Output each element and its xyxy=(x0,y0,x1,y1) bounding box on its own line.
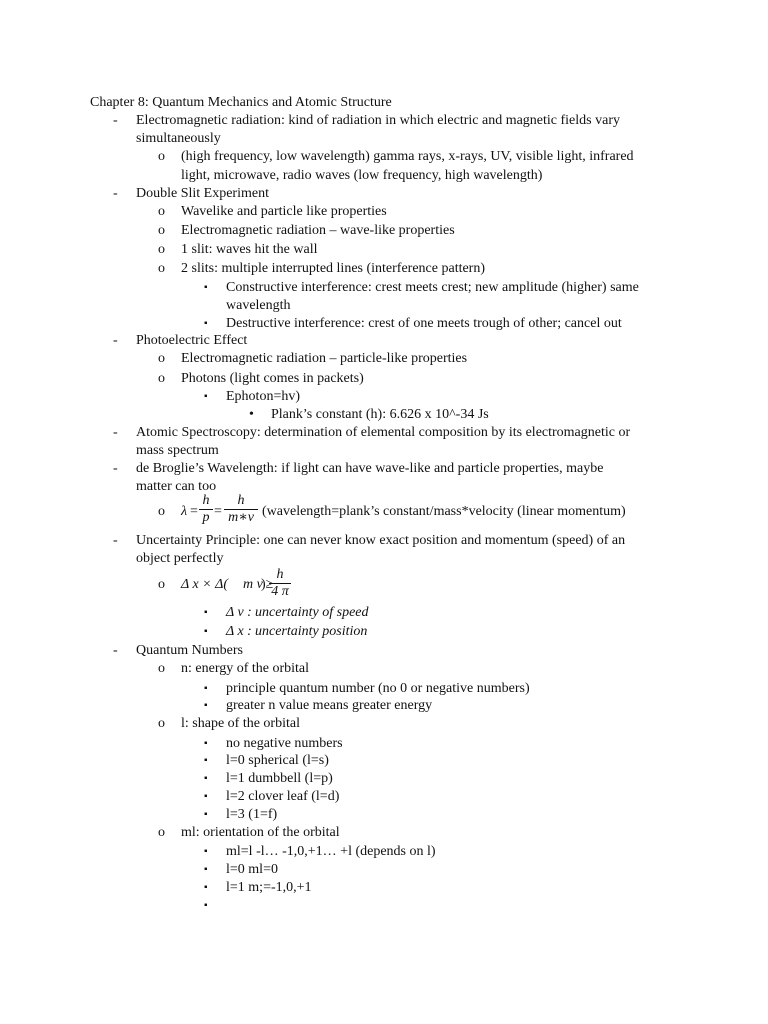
square-marker: ▪ xyxy=(204,791,208,802)
list-item-qn-ml3: l=1 m;=-1,0,+1 xyxy=(226,880,312,895)
list-item-uncertainty-line1: Uncertainty Principle: one can never know exact position and momentum (speed) of an xyxy=(136,533,626,548)
lambda-symbol: λ xyxy=(181,504,188,519)
chapter-title: Chapter 8: Quantum Mechanics and Atomic Structure xyxy=(90,95,392,110)
list-item-double-slit: Double Slit Experiment xyxy=(136,186,269,201)
circle-marker: o xyxy=(158,661,165,676)
list-item-em-sub-line1: (high frequency, low wavelength) gamma rays, x-rays, UV, visible light, infrared xyxy=(181,149,634,164)
numerator-h: h xyxy=(202,493,210,508)
list-item-qn-l: l: shape of the orbital xyxy=(181,716,300,731)
square-marker: ▪ xyxy=(204,809,208,820)
square-marker: ▪ xyxy=(204,626,208,637)
circle-marker: o xyxy=(158,149,165,164)
circle-marker: o xyxy=(158,223,165,238)
list-item-ds-d1-line1: Constructive interference: crest meets crest; new amplitude (higher) same xyxy=(226,280,639,295)
de-broglie-explanation: (wavelength=plank’s constant/mass*velocity (linear momentum) xyxy=(262,504,626,519)
square-marker: ▪ xyxy=(204,683,208,694)
denominator-mv: m∗v xyxy=(228,510,254,525)
list-item-pe-a: Electromagnetic radiation – particle-like properties xyxy=(181,351,468,366)
square-marker: ▪ xyxy=(204,738,208,749)
numerator-h: h xyxy=(237,493,245,508)
list-item-ds-b: Electromagnetic radiation – wave-like properties xyxy=(181,223,455,238)
list-item-ds-a: Wavelike and particle like properties xyxy=(181,204,387,219)
circle-marker: o xyxy=(158,261,165,276)
list-item-ds-d1-line2: wavelength xyxy=(226,298,291,313)
delta-x-times-delta: Δ x × Δ( xyxy=(181,577,229,592)
fraction-h-over-mv xyxy=(224,493,258,526)
delta-v-symbol: Δ v : xyxy=(226,605,252,620)
square-marker: ▪ xyxy=(204,846,208,857)
denominator-4pi: 4 π xyxy=(271,584,289,599)
circle-marker: o xyxy=(158,371,165,386)
list-item-de-broglie-line1: de Broglie’s Wavelength: if light can have wave-like and particle properties, maybe xyxy=(136,461,604,476)
list-item-qn-l4: l=2 clover leaf (l=d) xyxy=(226,789,340,804)
square-marker: ▪ xyxy=(204,607,208,618)
circle-marker: o xyxy=(158,242,165,257)
square-marker: ▪ xyxy=(204,282,208,293)
fraction-h-over-p xyxy=(199,493,213,526)
denominator-p: p xyxy=(202,510,210,525)
list-item-spectroscopy-line2: mass spectrum xyxy=(136,443,219,458)
dash-marker: - xyxy=(113,425,118,440)
delta-x-symbol: Δ x : xyxy=(226,624,252,639)
fraction-h-over-4pi xyxy=(269,567,291,600)
list-item-ds-d: 2 slits: multiple interrupted lines (interference pattern) xyxy=(181,261,486,276)
square-marker: ▪ xyxy=(204,318,208,329)
dash-marker: - xyxy=(113,186,118,201)
list-item-pe-b1: Ephoton=hv) xyxy=(226,389,300,404)
bullet-marker: • xyxy=(249,407,254,422)
circle-marker: o xyxy=(158,504,165,519)
list-item-qn-n: n: energy of the orbital xyxy=(181,661,310,676)
list-item-photoelectric: Photoelectric Effect xyxy=(136,333,248,348)
list-item-qn-n1: principle quantum number (no 0 or negative numbers) xyxy=(226,681,530,696)
list-item-ds-c: 1 slit: waves hit the wall xyxy=(181,242,318,257)
circle-marker: o xyxy=(158,825,165,840)
circle-marker: o xyxy=(158,577,165,592)
square-marker: ▪ xyxy=(204,882,208,893)
list-item-qn-l3: l=1 dumbbell (l=p) xyxy=(226,771,333,786)
list-item-em-sub-line2: light, microwave, radio waves (low frequency, high wavelength) xyxy=(181,168,543,183)
square-marker: ▪ xyxy=(204,900,208,911)
list-item-spectroscopy-line1: Atomic Spectroscopy: determination of elemental composition by its electromagnetic or xyxy=(136,425,631,440)
dash-marker: - xyxy=(113,333,118,348)
square-marker: ▪ xyxy=(204,755,208,766)
dash-marker: - xyxy=(113,533,118,548)
list-item-qn-l1: no negative numbers xyxy=(226,736,343,751)
numerator-h: h xyxy=(276,567,284,582)
list-item-em-line1: Electromagnetic radiation: kind of radiation in which electric and magnetic fields vary xyxy=(136,113,620,128)
m-v-term: m v xyxy=(243,577,263,592)
equals-sign: = xyxy=(214,504,222,519)
dash-marker: - xyxy=(113,113,118,128)
list-item-de-broglie-line2: matter can too xyxy=(136,479,217,494)
square-marker: ▪ xyxy=(204,773,208,784)
dash-marker: - xyxy=(113,461,118,476)
list-item-qn-ml2: l=0 ml=0 xyxy=(226,862,278,877)
list-item-qn-l2: l=0 spherical (l=s) xyxy=(226,753,329,768)
square-marker: ▪ xyxy=(204,391,208,402)
square-marker: ▪ xyxy=(204,864,208,875)
uncertainty-speed-text: uncertainty of speed xyxy=(255,605,369,620)
dash-marker: - xyxy=(113,643,118,658)
list-item-ds-d2: Destructive interference: crest of one meets trough of other; cancel out xyxy=(226,316,622,331)
equals-sign: = xyxy=(190,504,198,519)
list-item-qn-ml: ml: orientation of the orbital xyxy=(181,825,340,840)
list-item-qn-n2: greater n value means greater energy xyxy=(226,698,433,713)
circle-marker: o xyxy=(158,351,165,366)
list-item-em-line2: simultaneously xyxy=(136,131,221,146)
geq-sign: )≥ xyxy=(261,577,274,592)
list-item-qn-ml1: ml=l -l… -1,0,+1… +l (depends on l) xyxy=(226,844,436,859)
circle-marker: o xyxy=(158,204,165,219)
uncertainty-position-text: uncertainty position xyxy=(255,624,368,639)
list-item-planck-constant: Plank’s constant (h): 6.626 x 10^-34 Js xyxy=(271,407,489,422)
list-item-pe-b: Photons (light comes in packets) xyxy=(181,371,364,386)
list-item-quantum-numbers: Quantum Numbers xyxy=(136,643,243,658)
square-marker: ▪ xyxy=(204,700,208,711)
list-item-qn-l5: l=3 (1=f) xyxy=(226,807,278,822)
circle-marker: o xyxy=(158,716,165,731)
list-item-uncertainty-line2: object perfectly xyxy=(136,551,224,566)
